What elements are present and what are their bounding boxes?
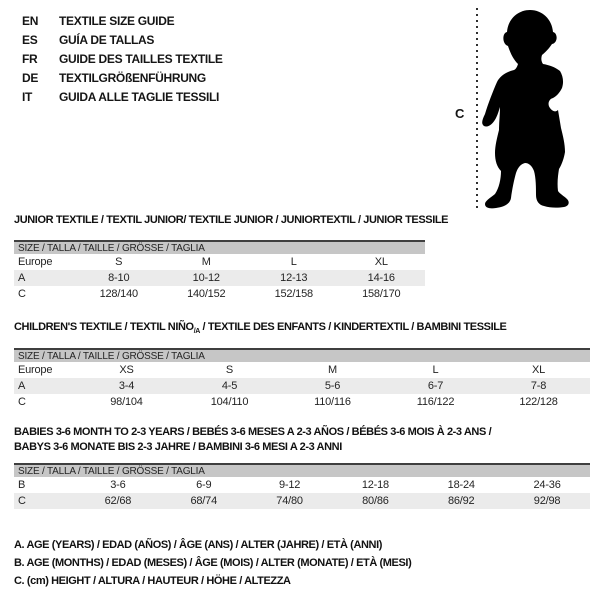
table-row (14, 286, 425, 302)
table-cell: XS (119, 364, 134, 377)
size-table (14, 240, 425, 302)
table-cell: XL (374, 256, 388, 268)
table-cell: 92/98 (533, 495, 561, 507)
row-label: A (18, 380, 26, 393)
row-label: C (18, 495, 26, 507)
table-cell: 14-16 (367, 272, 395, 284)
table-cell: 4-5 (221, 380, 238, 393)
table-title-subscript: /A (193, 328, 200, 336)
table-cell: 24-36 (533, 479, 561, 491)
row-label: A (18, 272, 26, 284)
table-cell: 8-10 (108, 272, 130, 284)
children-textile-section (14, 321, 590, 410)
table-cell: 86/92 (447, 495, 475, 507)
size-header-bar: SIZE / TALLA / TAILLE / GRÖSSE / TAGLIA (14, 242, 425, 254)
table-cell: XL (531, 364, 546, 377)
size-header-bar: SIZE / TALLA / TAILLE / GRÖSSE / TAGLIA (14, 350, 590, 362)
child-silhouette (478, 8, 578, 212)
table-title-text: / TEXTILE DES ENFANTS / KINDERTEXTIL / BAMBINI TESSILE (199, 321, 507, 333)
table-cell: L (432, 364, 439, 377)
table-cell: 6-7 (427, 380, 444, 393)
table-cell: 7-8 (530, 380, 547, 393)
table-cell: 110/116 (314, 396, 351, 409)
table-cell: 98/104 (110, 396, 143, 409)
table-cell: S (115, 256, 123, 268)
table-cell: 74/80 (276, 495, 303, 507)
legend-line: C. (cm) HEIGHT / ALTURA / HAUTEUR / HÖHE / ALTEZZA (14, 575, 291, 587)
table-cell: 6-9 (196, 479, 212, 491)
language-row (22, 11, 223, 30)
size-table (14, 348, 590, 410)
table-cell: 128/140 (99, 288, 138, 300)
table-cell: 158/170 (362, 288, 401, 300)
language-row (22, 49, 223, 68)
table-cell: 80/86 (362, 495, 389, 507)
table-row (14, 394, 590, 410)
legend (14, 536, 411, 590)
language-title: GUIDE DES TAILLES TEXTILE (59, 51, 223, 66)
table-cell: 68/74 (190, 495, 217, 507)
row-label: Europe (18, 256, 53, 268)
height-label: C (455, 106, 465, 121)
table-row (14, 493, 590, 509)
child-silhouette-shape (482, 10, 568, 208)
table-title-line: BABIES 3-6 MONTH TO 2-3 YEARS / BEBÉS 3-6 MESES A 2-3 AÑOS / BÉBÉS 3-6 MOIS À 2-3 ANS / (14, 426, 492, 438)
table-cell: 62/68 (104, 495, 132, 507)
language-list (22, 11, 223, 106)
size-header-bar: SIZE / TALLA / TAILLE / GRÖSSE / TAGLIA (14, 465, 590, 477)
table-title-text: CHILDREN'S TEXTILE / TEXTIL NIÑO (14, 321, 194, 333)
table-cell: S (225, 364, 234, 377)
table-row (14, 254, 425, 270)
size-table (14, 463, 590, 509)
table-title (14, 425, 590, 455)
row-label: B (18, 479, 26, 491)
table-cell: 116/122 (416, 396, 455, 409)
language-title: GUIDA ALLE TAGLIE TESSILI (59, 89, 220, 104)
language-row (22, 30, 223, 49)
table-cell: 18-24 (447, 479, 475, 491)
table-cell: 9-12 (278, 479, 301, 491)
table-row (14, 270, 425, 286)
language-code: IT (22, 89, 33, 104)
babies-textile-section (14, 425, 590, 509)
legend-line: B. AGE (MONTHS) / EDAD (MESES) / ÂGE (MOIS) / ALTER (MONATE) / ETÀ (MESI) (14, 557, 412, 569)
table-title: JUNIOR TEXTILE / TEXTIL JUNIOR/ TEXTILE JUNIOR / JUNIORTEXTIL / JUNIOR TESSILE (14, 214, 449, 226)
table-cell: 122/128 (519, 396, 558, 409)
language-row (22, 68, 223, 87)
table-cell: 3-4 (118, 380, 135, 393)
table-cell: 104/110 (210, 396, 249, 409)
language-title: GUÍA DE TALLAS (59, 32, 155, 47)
table-cell: 152/158 (274, 288, 313, 300)
language-title: TEXTILE SIZE GUIDE (59, 13, 175, 28)
language-code: EN (22, 13, 39, 28)
table-row (14, 378, 590, 394)
language-code: DE (22, 70, 39, 85)
language-title: TEXTILGRÖßENFÜHRUNG (59, 70, 206, 85)
table-cell: 5-6 (324, 380, 341, 393)
language-code: ES (22, 32, 38, 47)
table-cell: M (328, 364, 337, 377)
language-row (22, 87, 223, 106)
table-cell: L (290, 256, 297, 268)
table-cell: 3-6 (110, 479, 126, 491)
table-cell: 140/152 (187, 288, 226, 300)
table-row (14, 362, 590, 378)
legend-line: A. AGE (YEARS) / EDAD (AÑOS) / ÂGE (ANS) / ALTER (JAHRE) / ETÀ (ANNI) (14, 539, 382, 551)
table-cell: M (201, 256, 211, 268)
language-code: FR (22, 51, 38, 66)
row-label: Europe (18, 364, 53, 377)
row-label: C (18, 396, 26, 409)
junior-textile-section (14, 214, 449, 302)
row-label: C (18, 288, 26, 300)
table-cell: 10-12 (192, 272, 220, 284)
table-title-line: BABYS 3-6 MONATE BIS 2-3 JAHRE / BAMBINI 3-6 MESI A 2-3 ANNI (14, 441, 342, 453)
table-title (14, 321, 590, 338)
table-cell: 12-18 (361, 479, 389, 491)
table-row (14, 477, 590, 493)
table-cell: 12-13 (280, 272, 308, 284)
